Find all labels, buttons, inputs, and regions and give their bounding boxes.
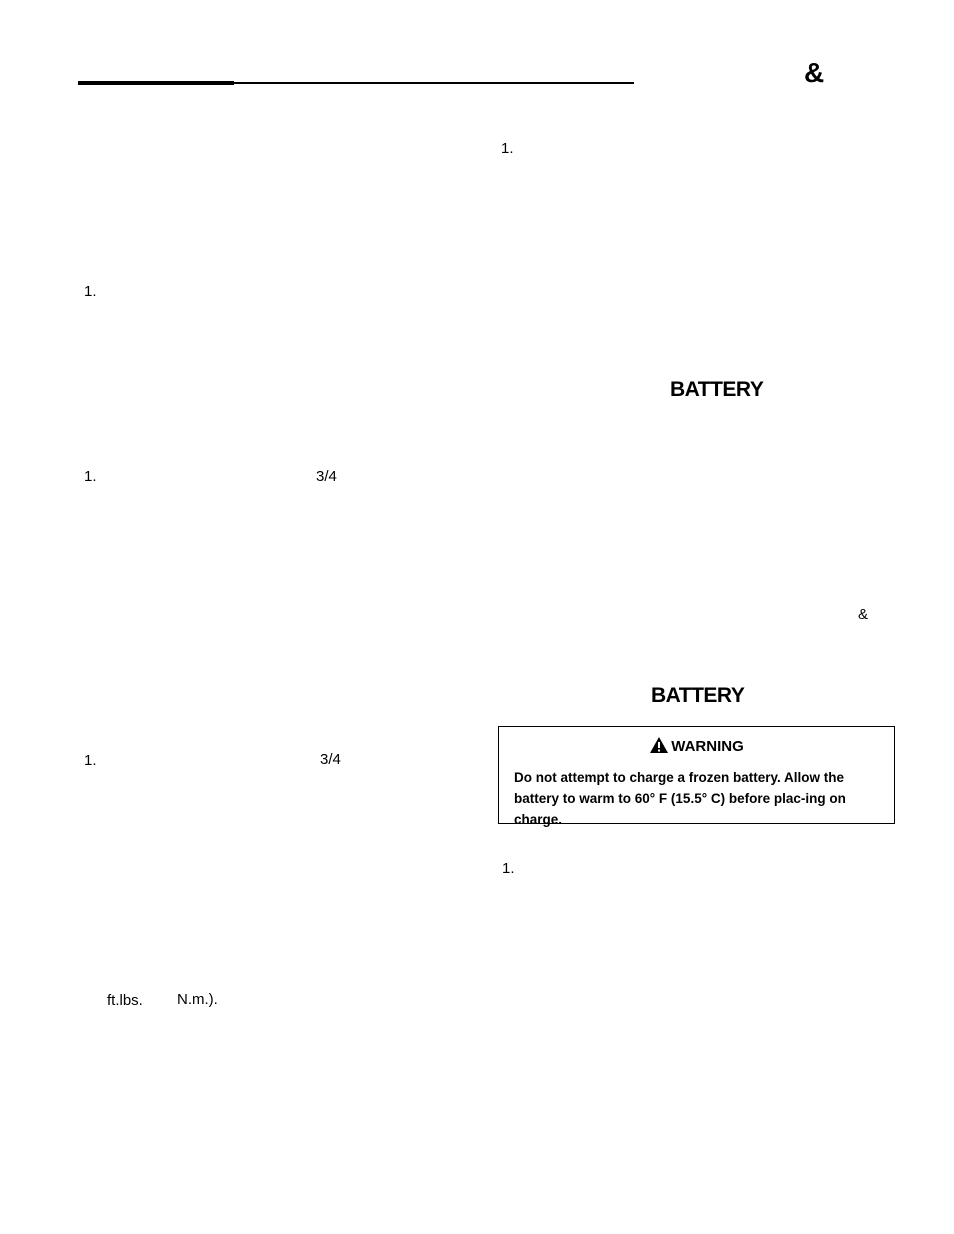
right-ampersand: & <box>858 606 869 623</box>
warning-text: Do not attempt to charge a frozen battery. Allow the battery to warm to 60° F (15.5° C) before plac-ing on charge. <box>514 770 846 827</box>
warning-triangle-icon <box>649 736 669 754</box>
warning-title-text: WARNING <box>671 738 744 755</box>
torque-unit-nm: N.m.). <box>177 991 218 1008</box>
section-heading-battery: BATTERY <box>651 684 745 707</box>
warning-box <box>498 726 895 827</box>
torque-unit-ftlbs: ft.lbs. <box>107 992 143 1009</box>
left-fraction: 3/4 <box>320 751 341 768</box>
right-step-number: 1. <box>502 860 515 877</box>
left-step-number: 1. <box>84 752 97 769</box>
header-ampersand: & <box>804 57 825 88</box>
left-step-number: 1. <box>84 468 97 485</box>
right-step-number: 1. <box>501 140 514 157</box>
warning-title <box>499 736 894 755</box>
header-rule-accent <box>78 81 234 85</box>
left-step-number: 1. <box>84 283 97 300</box>
section-heading-battery: BATTERY <box>670 378 764 401</box>
left-fraction: 3/4 <box>316 468 337 485</box>
